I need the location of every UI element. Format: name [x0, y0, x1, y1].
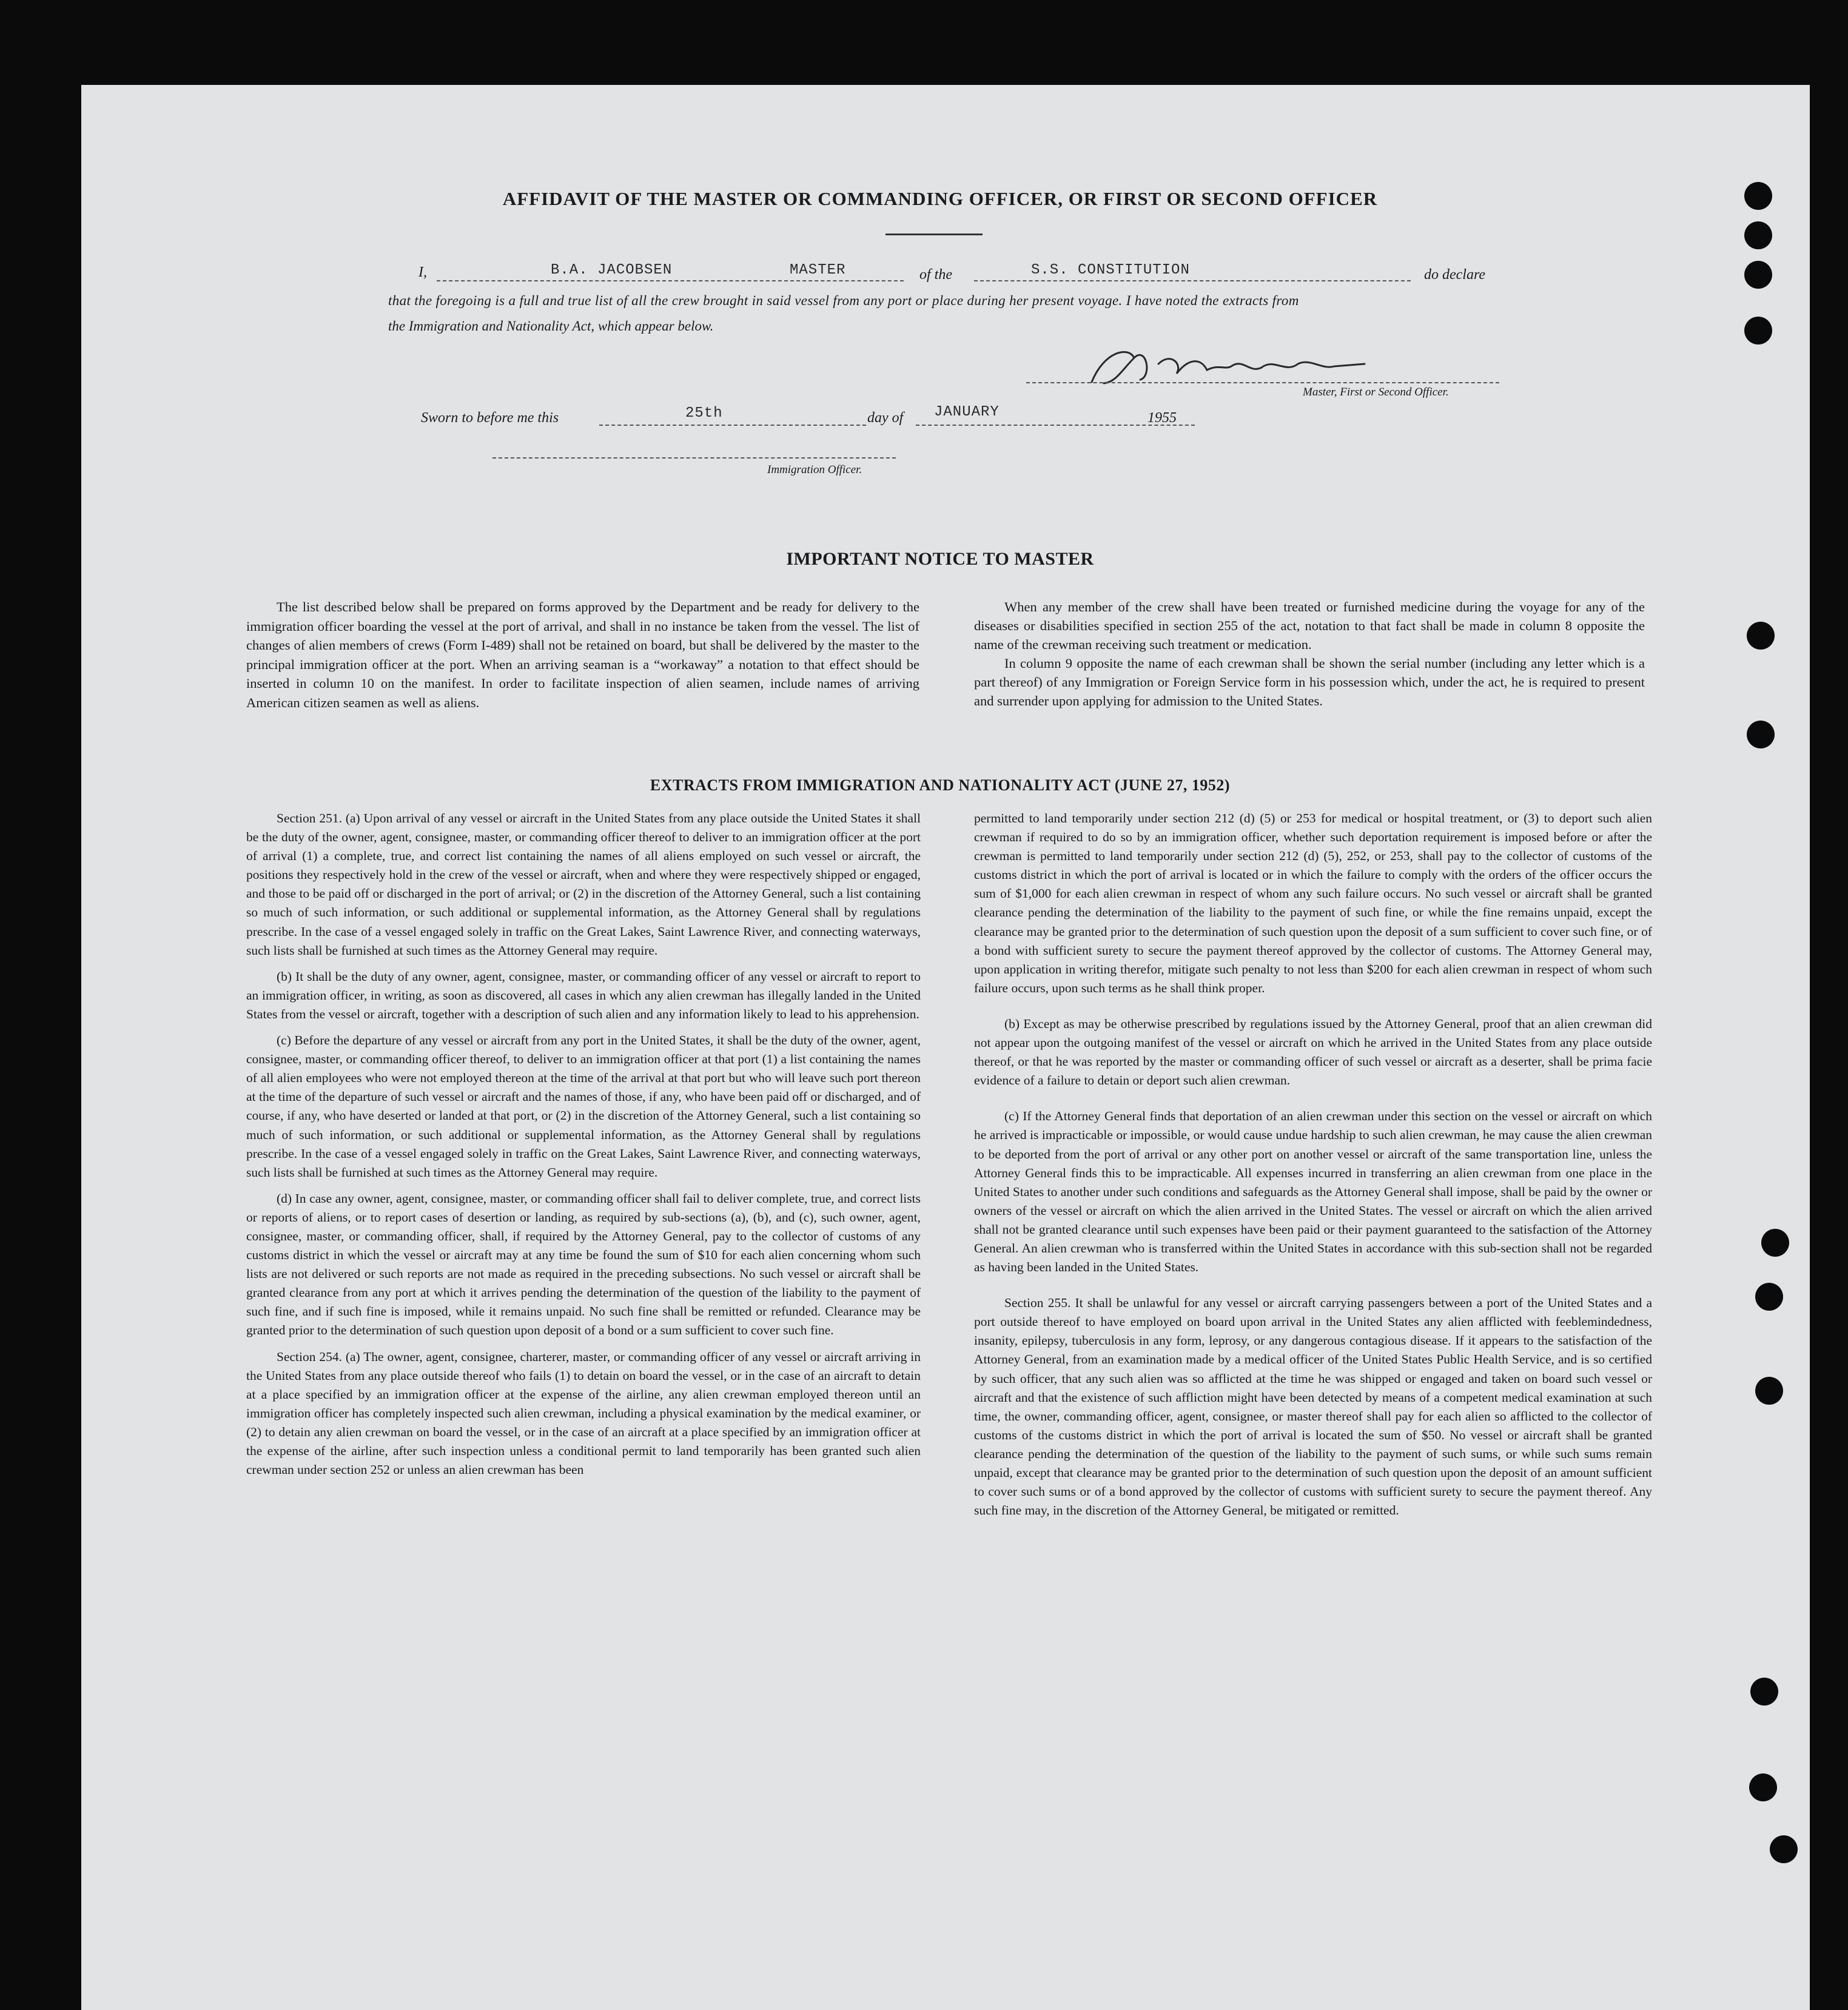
- signature-caption: Master, First or Second Officer.: [1303, 386, 1449, 398]
- name-line: [437, 280, 904, 281]
- title-rule: [885, 234, 983, 235]
- of-the-label: of the: [919, 267, 952, 283]
- extracts-left-column: [246, 809, 921, 1479]
- notice-left-column: [246, 597, 919, 712]
- punch-hole: [1755, 1283, 1783, 1311]
- declaration-line-2: the Immigration and Nationality Act, which appear below.: [388, 318, 714, 334]
- officer-signature-line: [492, 457, 896, 459]
- i-label: I,: [418, 264, 427, 280]
- affidavit-title: AFFIDAVIT OF THE MASTER OR COMMANDING OFFICER, OR FIRST OR SECOND OFFICER: [502, 188, 1378, 209]
- notice-right-column: [974, 597, 1645, 710]
- extract-paragraph: Section 251. (a) Upon arrival of any vessel or aircraft in the United States from any place outside the United States it shall be the duty of the owner, agent, consignee, master, or commanding officer thereof to deliver to an immigration officer at the port of arrival (1) a complete, true, and correct list containing the names of all aliens employed on such vessel or aircraft, the positions they respectively hold in the crew of the vessel or aircraft, when and where they were respectively shipped or engaged, and those to be paid off or discharged in the port of arrival; or (2) in the discretion of the Attorney General, such a list containing so much of such information, or such additional or supplemental information, as the Attorney General shall by regulations prescribe. In the case of a vessel engaged solely in traffic on the Great Lakes, Saint Lawrence River, and connecting waterways, such lists shall be furnished at such times as the Attorney General may require.: [246, 811, 921, 958]
- declaration-line-1: that the foregoing is a full and true list of all the crew brought in said vessel from any port or place during her present voyage. I have noted the extracts from: [388, 293, 1299, 308]
- sworn-day: 25th: [685, 405, 723, 422]
- punch-hole: [1749, 1773, 1777, 1801]
- punch-hole: [1747, 721, 1775, 748]
- signature-line: [1026, 382, 1499, 383]
- punch-hole: [1744, 261, 1772, 289]
- extract-paragraph: Section 255. It shall be unlawful for any vessel or aircraft carrying passengers between a port of the United States and a port outside thereof to have employed on board upon arrival in the United States any alien afflicted with feeblemindedness, insanity, epilepsy, tuberculosis in any form, leprosy, or any dangerous contagious disease. If it appears to the satisfaction of the Attorney General, from an examination made by a medical officer of the United States Public Health Service, and is so certified by such officer, that any such alien was so afflicted at the time he was shipped or engaged and taken on board such vessel or aircraft and that the existence of such affliction might have been detected by means of a competent medical examination at such time, the owner, commanding officer, agent, consignee, or master thereof shall pay for each alien so afflicted to the collector of customs of the customs district in which the port of arrival is located the sum of $50. No vessel or aircraft shall be granted clearance pending the determination of the question of the liability to the payment of such sums, or while such sums remain unpaid, except that clearance may be granted prior to the determination of such question upon the deposit of an amount sufficient to cover such sums or of a bond approved by the collector of customs with sufficient surety to secure the payment thereof. Any such fine may, in the discretion of the Attorney General, be mitigated or remitted.: [974, 1296, 1652, 1518]
- extracts-title: EXTRACTS FROM IMMIGRATION AND NATIONALITY ACT (JUNE 27, 1952): [650, 776, 1231, 794]
- extracts-right-column: [974, 809, 1652, 1520]
- punch-hole: [1744, 317, 1772, 345]
- sworn-year: 1955: [1147, 410, 1177, 426]
- punch-hole: [1744, 182, 1772, 210]
- extract-paragraph: permitted to land temporarily under section 212 (d) (5) or 253 for medical or hospital treatment, or (3) to deport such alien crewman if required to do so by an immigration officer, whether such deportation requirement is imposed before or after the crewman is permitted to land temporarily under section 212 (d) (5), 252, or 253, shall pay to the collector of customs of the customs district in which the port of arrival is located or in which the failure to comply with the orders of the officer occurs the sum of $1,000 for each alien crewman in respect of whom any such failure occurs. No such vessel or aircraft shall be granted clearance pending the determination of the liability to the payment of such fine, or while the fine remains unpaid, except the clearance may be granted prior to the determination of such question upon the deposit of a sum sufficient to cover such fine, or of a bond with sufficient surety to secure the payment thereof approved by the collector of customs. The Attorney General may, upon application in writing therefor, mitigate such penalty to not less than $200 for each alien crewman in respect of whom such failure occurs, upon such terms as he shall think proper.: [974, 811, 1652, 995]
- vessel-line: [974, 280, 1411, 281]
- extract-paragraph: (c) If the Attorney General finds that deportation of an alien crewman under this section on the vessel or aircraft on which he arrived is impracticable or impossible, or would cause undue hardship to such alien crewman, he may cause the alien crewman to be deported from the port of arrival or any other port on another vessel or aircraft of the same transportation line, unless the Attorney General finds this to be impracticable. All expenses incurred in transferring an alien crewman from one place in the United States to another under such conditions and safeguards as the Attorney General shall impose, shall be paid by the owner or owners of the vessel or aircraft on which the alien arrived in the United States. The vessel or aircraft on which the alien arrived shall not be granted clearance until such expenses have been paid or their payment guaranteed to the satisfaction of the Attorney General. An alien crewman who is transferred within the United States in accordance with this sub-section shall not be regarded as having been landed in the United States.: [974, 1109, 1652, 1275]
- sworn-day-line: [599, 425, 866, 426]
- punch-hole: [1770, 1835, 1798, 1863]
- punch-hole: [1747, 622, 1775, 650]
- extract-paragraph: (c) Before the departure of any vessel or aircraft from any port in the United States, it shall be the duty of the owner, agent, consignee, master, or commanding officer thereof, to deliver to an immigration officer at that port (1) a list containing the names of all alien employees who were not employed thereon at the time of the arrival at that port but who will leave such port thereon at the time of the departure of such vessel or aircraft and the names of those, if any, who have been paid off or discharged, and of course, if any, who have deserted or landed at that port, or (2) in the discretion of the Attorney General, such a list containing so much of such information, or such additional or supplemental information, as the Attorney General shall by regulations prescribe. In the case of a vessel engaged solely in traffic on the Great Lakes, Saint Lawrence River, and connecting waterways, such lists shall be furnished at such times as the Attorney General may require.: [246, 1033, 921, 1180]
- master-signature: [1080, 340, 1371, 388]
- punch-hole: [1761, 1229, 1789, 1257]
- punch-hole: [1750, 1678, 1778, 1706]
- master-rank: MASTER: [790, 262, 846, 278]
- extract-paragraph: (b) It shall be the duty of any owner, agent, consignee, master, or commanding officer of any vessel or aircraft to report to an immigration officer, in writing, as soon as discovered, all cases in which any alien crewman has illegally landed in the United States from the vessel or aircraft, together with a description of such alien and any information likely to lead to his apprehension.: [246, 969, 921, 1021]
- day-of-label: day of: [867, 410, 904, 426]
- extract-paragraph: (b) Except as may be otherwise prescribed by regulations issued by the Attorney General, proof that an alien crewman did not appear upon the outgoing manifest of the vessel or aircraft on which he arrived in the United States from any place outside thereof, or that he was reported by the master or commanding officer of such vessel or aircraft as a deserter, shall be prima facie evidence of a failure to detain or deport such alien crewman.: [974, 1016, 1652, 1088]
- notice-left-paragraph: The list described below shall be prepared on forms approved by the Department and be ready for delivery to the immigration officer boarding the vessel at the port of arrival, and shall in no instance be taken from the vessel. The list of changes of alien members of crews (Form I-489) shall not be retained on board, but shall be delivered by the master to the principal immigration officer at the port. When an arriving seaman is a “workaway” a notation to that effect should be inserted in column 10 on the manifest. In order to facilitate inspection of alien seamen, include names of arriving American citizen seamen as well as aliens.: [246, 599, 919, 710]
- master-name: B.A. JACOBSEN: [551, 262, 673, 278]
- sworn-month: JANUARY: [934, 404, 1000, 420]
- punch-hole: [1755, 1377, 1783, 1405]
- notice-right-paragraph: In column 9 opposite the name of each crewman shall be shown the serial number (including any letter which is a part thereof) of any Immigration or Foreign Service form in his possession which, under the act, he is required to present and surrender upon applying for admission to the United States.: [974, 656, 1645, 708]
- vessel-name: S.S. CONSTITUTION: [1031, 262, 1190, 278]
- extract-paragraph: (d) In case any owner, agent, consignee, master, or commanding officer shall fail to deliver complete, true, and correct lists or reports of aliens, or to report cases of desertion or landing, as required by sub-sections (a), (b), and (c), such owner, agent, consignee, master, or commanding officer, shall, if required by the Attorney General, pay to the collector of customs of any customs district in which the vessel or aircraft may at any time be found the sum of $10 for each alien concerning whom such lists are not delivered or such reports are not made as required in the preceding subsections. No such vessel or aircraft shall be granted clearance from any port at which it arrives pending the determination of the question of the liability to the payment of such fine, and if such fine is imposed, while it remains unpaid. No such fine shall be remitted or refunded. Clearance may be granted prior to the determination of such question upon deposit of a bond or a sum sufficient to cover such fine.: [246, 1191, 921, 1338]
- extract-paragraph: Section 254. (a) The owner, agent, consignee, charterer, master, or commanding officer of any vessel or aircraft arriving in the United States from any place outside thereof who fails (1) to detain on board the vessel, or in the case of an aircraft to detain at a place specified by an immigration officer at the expense of the airline, any alien crewman employed thereon until an immigration officer has completely inspected such alien crewman, including a physical examination by the medical examiner, or (2) to detain any alien crewman on board the vessel, or in the case of an aircraft at a place specified by an immigration officer at the expense of the airline, after such inspection unless a conditional permit to land temporarily has been granted such alien crewman under section 252 or unless an alien crewman has been: [246, 1349, 921, 1477]
- punch-hole: [1744, 221, 1772, 249]
- notice-right-paragraph: When any member of the crew shall have been treated or furnished medicine during the voyage for any of the diseases or disabilities specified in section 255 of the act, notation to that fact shall be made in column 8 opposite the name of the crewman receiving such treatment or medication.: [974, 599, 1645, 652]
- notice-title: IMPORTANT NOTICE TO MASTER: [786, 549, 1094, 569]
- officer-caption: Immigration Officer.: [767, 463, 862, 476]
- sworn-label: Sworn to before me this: [421, 410, 559, 426]
- do-declare-label: do declare: [1424, 267, 1486, 283]
